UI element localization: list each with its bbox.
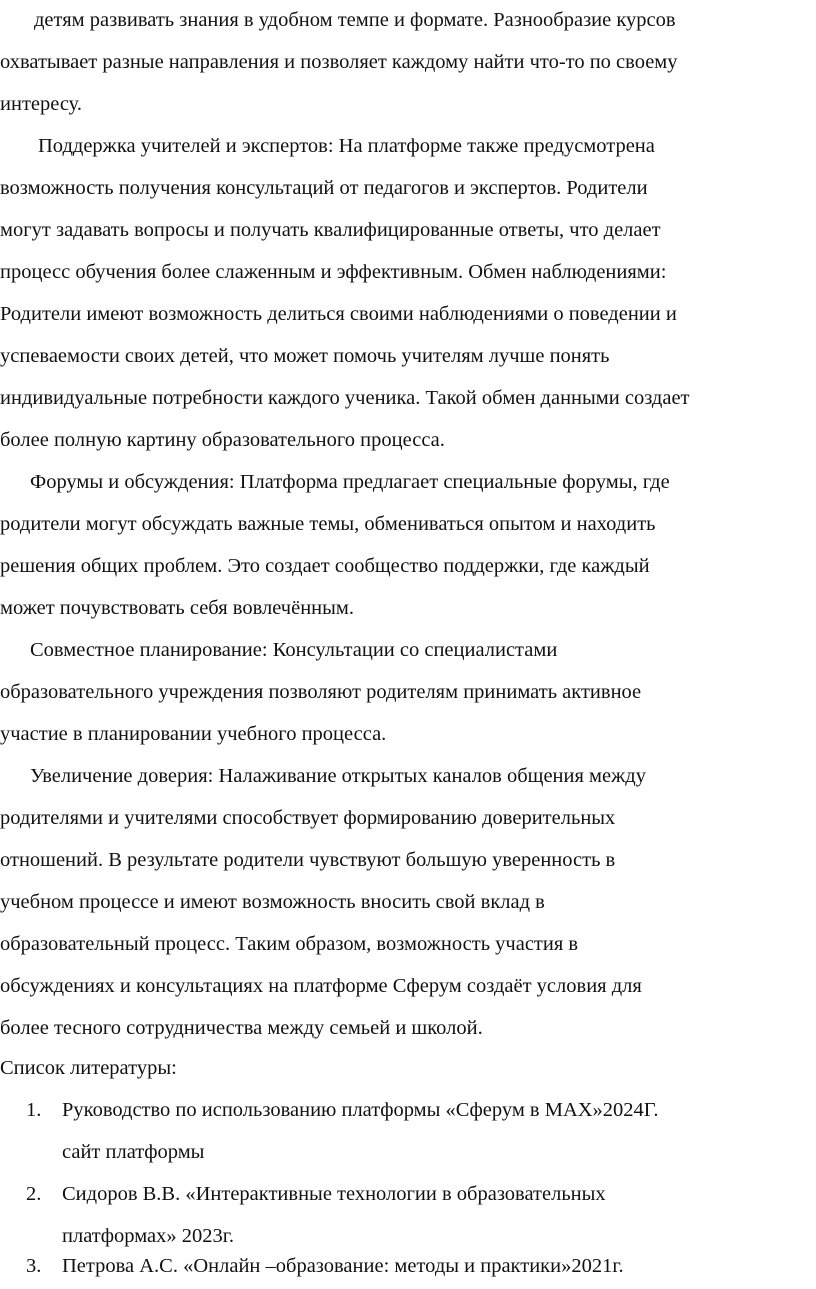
paragraph-line: участие в планировании учебного процесса.	[0, 723, 387, 745]
reference-number: 3.	[26, 1255, 42, 1277]
references-heading: Список литературы:	[0, 1057, 177, 1079]
paragraph-line: Поддержка учителей и экспертов: На платформе также предусмотрена	[38, 135, 655, 157]
paragraph-line: родителями и учителями способствует формированию доверительных	[0, 807, 616, 829]
paragraph-line: обсуждениях и консультациях на платформе Сферум создаёт условия для	[0, 975, 642, 997]
paragraph-line: Родители имеют возможность делиться своими наблюдениями о поведении и	[0, 303, 677, 325]
paragraph-line: охватывает разные направления и позволяет каждому найти что-то по своему	[0, 51, 678, 73]
paragraph-line: образовательного учреждения позволяют родителям принимать активное	[0, 681, 642, 703]
paragraph-line: Совместное планирование: Консультации со специалистами	[30, 639, 558, 661]
reference-number: 2.	[26, 1183, 42, 1205]
paragraph-line: отношений. В результате родители чувствуют большую уверенность в	[0, 849, 616, 871]
paragraph-line: может почувствовать себя вовлечённым.	[0, 597, 355, 619]
paragraph-line: более полную картину образовательного процесса.	[0, 429, 445, 451]
paragraph-line: решения общих проблем. Это создает сообщество поддержки, где каждый	[0, 555, 650, 577]
reference-line: Сидоров В.В. «Интерактивные технологии в образовательных	[62, 1183, 606, 1205]
paragraph-line: возможность получения консультаций от педагогов и экспертов. Родители	[0, 177, 648, 199]
paragraph-line: интересу.	[0, 93, 83, 115]
paragraph-line: успеваемости своих детей, что может помочь учителям лучше понять	[0, 345, 610, 367]
paragraph-line: родители могут обсуждать важные темы, обмениваться опытом и находить	[0, 513, 656, 535]
paragraph-line: Форумы и обсуждения: Платформа предлагает специальные форумы, где	[30, 471, 670, 493]
reference-line: платформах» 2023г.	[62, 1225, 234, 1247]
paragraph-line: индивидуальные потребности каждого ученика. Такой обмен данными создает	[0, 387, 690, 409]
paragraph-line: детям развивать знания в удобном темпе и формате. Разнообразие курсов	[34, 9, 676, 31]
paragraph-line: образовательный процесс. Таким образом, возможность участия в	[0, 933, 579, 955]
reference-number: 1.	[26, 1099, 42, 1121]
paragraph-line: учебном процессе и имеют возможность вносить свой вклад в	[0, 891, 545, 913]
reference-line: Руководство по использованию платформы «Сферум в МАХ»2024Г.	[62, 1099, 659, 1121]
paragraph-line: более тесного сотрудничества между семьей и школой.	[0, 1017, 483, 1039]
paragraph-line: процесс обучения более слаженным и эффективным. Обмен наблюдениями:	[0, 261, 667, 283]
reference-line: Петрова А.С. «Онлайн –образование: методы и практики»2021г.	[62, 1255, 624, 1277]
reference-line: сайт платформы	[62, 1141, 205, 1163]
paragraph-line: могут задавать вопросы и получать квалифицированные ответы, что делает	[0, 219, 661, 241]
paragraph-line: Увеличение доверия: Налаживание открытых каналов общения между	[30, 765, 646, 787]
